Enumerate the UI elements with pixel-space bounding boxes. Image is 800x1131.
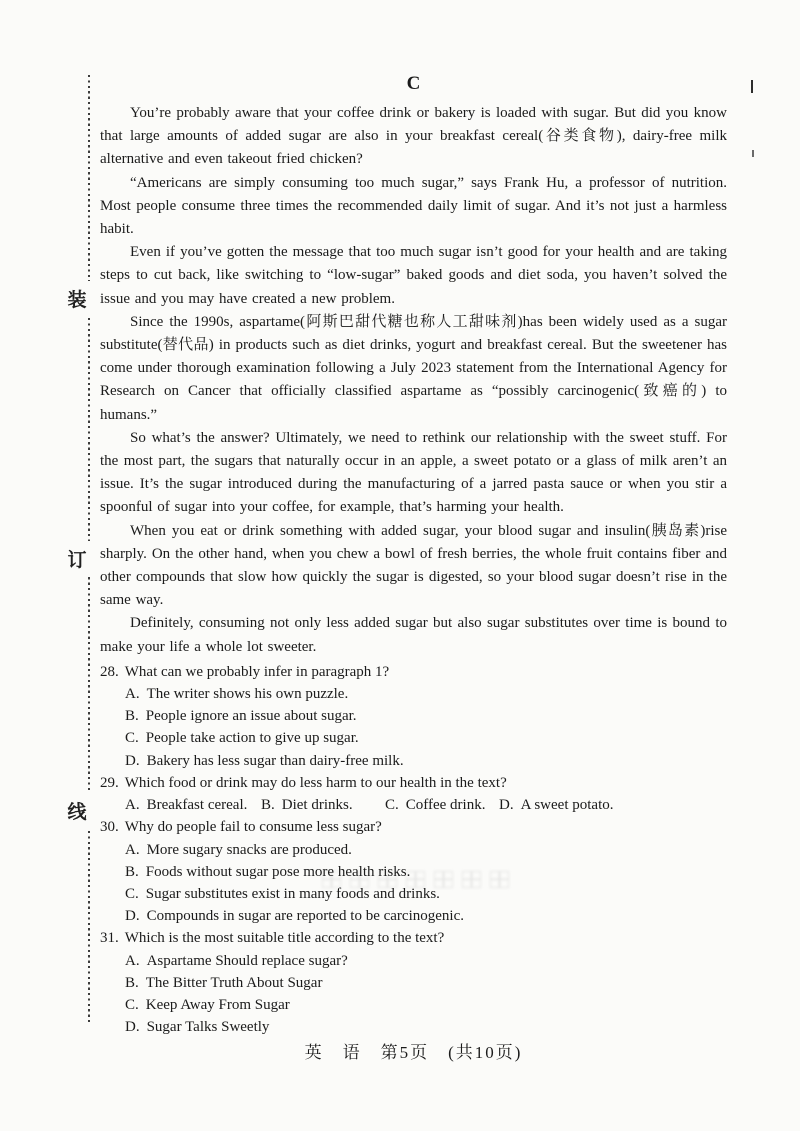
option-label: D. [125,752,140,769]
option-label: A. [125,797,140,814]
passage-paragraph: So what’s the answer? Ultimately, we need to rethink our relationship with the sweet stuff. For the most part, the sugars that naturally occur in an apple, a sweet potato or a glass of milk aren’t an issue. It’s the sugar introduced during the manufacturing of a jarred pasta sauce or when you stir a spoonful of sugar into your coffee, for example, that’s harming your health. [100,429,727,516]
option-30-b [125,861,727,883]
question-28 [100,661,727,772]
option-28-c [125,727,727,749]
question-number: 29. [100,774,119,791]
option-text: People ignore an issue about sugar. [145,708,357,725]
option-label: C. [125,996,139,1013]
option-label: B. [125,863,139,880]
option-label: B. [261,797,275,814]
option-30-c [125,883,727,905]
passage-paragraph: Even if you’ve gotten the message that too much sugar isn’t good for your health and are taking steps to cut back, like switching to “low-sugar” baked goods and diet soda, you haven’t solved the issue and you may have created a new problem. [100,244,727,307]
option-31-d [125,1016,727,1038]
option-28-a [125,683,727,705]
option-29-a [125,794,261,816]
question-29 [100,772,727,816]
section-heading: C [406,73,421,94]
option-list [125,839,727,928]
question-line [100,816,727,838]
questions-section [100,661,727,1038]
option-label: C. [125,885,139,902]
option-text: The writer shows his own puzzle. [146,686,349,703]
option-list [125,683,727,772]
scan-tick-mark [752,150,754,157]
option-text: Bakery has less sugar than dairy-free milk. [146,752,404,769]
option-28-d [125,750,727,772]
question-text: Which is the most suitable title according to the text? [124,930,445,947]
option-text: Sugar Talks Sweetly [146,1019,270,1036]
option-list [125,950,727,1039]
passage-paragraph: When you eat or drink something with added sugar, your blood sugar and insulin(胰岛素)rise sharply. On the other hand, when you chew a bowl of fresh berries, the whole fruit contains fiber and other compounds that slow how quickly the sugar is digested, so your blood sugar doesn’t rise in the same way. [100,522,727,609]
reading-passage [100,102,727,659]
option-label: D. [499,797,514,814]
question-line [100,772,727,794]
question-line [100,927,727,949]
binding-label-zhuang: 装 [63,281,91,316]
option-label: B. [125,974,139,991]
scan-tick-mark [751,80,753,93]
passage-paragraph: “Americans are simply consuming too much sugar,” says Frank Hu, a professor of nutrition. Most people consume three times the recommended daily limit of sugar. And it’s not just a harmless habit. [100,174,727,238]
page-footer: 英 语 第5页 (共10页) [304,1043,523,1062]
option-text: Compounds in sugar are reported to be carcinogenic. [146,908,464,925]
option-label: D. [125,908,140,925]
question-text: What can we probably infer in paragraph 1? [124,663,390,680]
question-text: Why do people fail to consume less sugar? [124,819,382,836]
option-28-b [125,705,727,727]
binding-label-ding: 订 [63,541,91,576]
question-number: 30. [100,819,119,836]
option-29-b [261,794,385,816]
option-29-c [385,794,499,816]
option-31-a [125,950,727,972]
option-label: C. [385,797,399,814]
option-text: Aspartame Should replace sugar? [146,952,348,969]
option-label: D. [125,1019,140,1036]
question-31 [100,927,727,1038]
option-label: A. [125,686,140,703]
option-text: A sweet potato. [520,797,614,814]
option-list-inline [125,794,727,816]
option-text: Keep Away From Sugar [145,996,290,1013]
option-label: A. [125,952,140,969]
question-30 [100,816,727,927]
option-label: A. [125,841,140,858]
question-text: Which food or drink may do less harm to our health in the text? [124,774,507,791]
text-column [100,72,727,1038]
option-31-c [125,994,727,1016]
question-number: 31. [100,930,119,947]
option-text: More sugary snacks are produced. [146,841,352,858]
passage-paragraph: Since the 1990s, aspartame(阿斯巴甜代糖也称人工甜味剂)has been widely used as a sugar substitute(替代品) in products such as diet drinks, yogurt and breakfast cereal. But the sweetener has come under thorough examination following a July 2023 statement from the International Agency for Research on Cancer that officially classified aspartame as “possibly carcinogenic(致癌的) to humans.” [100,313,727,423]
option-31-b [125,972,727,994]
option-label: C. [125,730,139,747]
option-text: Foods without sugar pose more health risks. [145,863,411,880]
option-text: Sugar substitutes exist in many foods and drinks. [145,885,440,902]
option-text: People take action to give up sugar. [145,730,359,747]
option-text: Coffee drink. [405,797,486,814]
question-number: 28. [100,663,119,680]
question-line [100,661,727,683]
passage-paragraph: You’re probably aware that your coffee drink or bakery is loaded with sugar. But did you know that large amounts of added sugar are also in your breakfast cereal(谷类食物), dairy-free milk alternative and even takeout fried chicken? [100,105,727,168]
binding-label-xian: 线 [63,793,91,828]
option-text: The Bitter Truth About Sugar [145,974,323,991]
option-29-d [499,794,614,816]
option-30-a [125,839,727,861]
option-text: Breakfast cereal. [146,797,248,814]
passage-paragraph: Definitely, consuming not only less added sugar but also sugar substitutes over time is bound to make your life a whole lot sweeter. [100,615,727,655]
option-30-d [125,905,727,927]
option-text: Diet drinks. [281,797,353,814]
option-label: B. [125,708,139,725]
